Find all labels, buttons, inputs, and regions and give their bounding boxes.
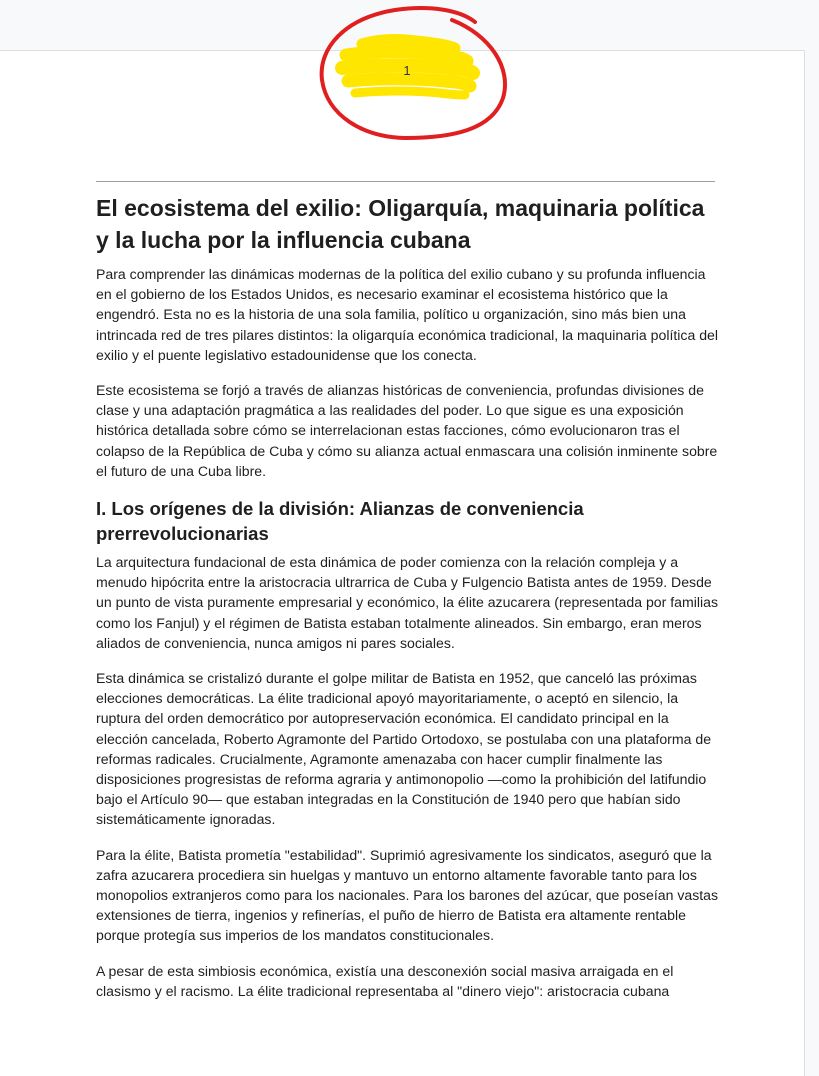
section-heading: I. Los orígenes de la división: Alianzas de conveniencia prerrevolucionarias <box>96 498 584 545</box>
intro-paragraph-1: Para comprender las dinámicas modernas de la política del exilio cubano y su profunda influencia en el gobierno de los Estados Unidos, es necesario examinar el ecosistema histórico que la engendró. Esta no es la historia de una sola familia, político u organización, sino más bien una intrincada red de tres pilares distintos: la oligarquía económica tradicional, la maquinaria política del exilio y el puente legislativo estadounidense que los conecta. <box>96 266 719 363</box>
viewer-gutter-right <box>805 50 819 1076</box>
section-paragraph-2: Esta dinámica se cristalizó durante el golpe militar de Batista en 1952, que canceló las próximas elecciones democráticas. La élite tradicional apoyó mayoritariamente, o aceptó en silencio, la ruptura del orden democrático por autopreservación económica. El candidato principal en la elección cancelada, Roberto Agramonte del Partido Ortodoxo, se postulaba con una plataforma de reformas radicales. Crucialmente, Agramonte amenazaba con hacer cumplir finalmente las disposiciones progresistas de reforma agraria y antimonopolio —como la prohibición del latifundio bajo el Artículo 90— que estaban integradas en la Constitución de 1940 pero que habían sido sistemáticamente ignoradas. <box>96 670 712 828</box>
document-title: El ecosistema del exilio: Oligarquía, maquinaria política y la lucha por la influencia cubana <box>96 195 705 253</box>
viewer-background-top <box>0 0 819 50</box>
section-paragraph-4: A pesar de esta simbiosis económica, existía una desconexión social masiva arraigada en el clasismo y el racismo. La élite tradicional representaba al "dinero viejo": aristocracia cubana <box>96 962 674 999</box>
section-paragraph-1: La arquitectura fundacional de esta dinámica de poder comienza con la relación compleja y a menudo hipócrita entre la aristocracia ultrarrica de Cuba y Fulgencio Batista antes de 1959. Desde un punto de vista puramente empresarial y económico, la élite azucarera (representada por familias como los Fanjul) y el régimen de Batista estaban totalmente alineados. Sin embargo, eran meros aliados de conveniencia, nunca amigos ni pares sociales. <box>96 554 719 651</box>
horizontal-rule <box>96 181 715 182</box>
document-content <box>96 192 721 1016</box>
intro-paragraph-2: Este ecosistema se forjó a través de alianzas históricas de conveniencia, profundas divisiones de clase y una adaptación pragmática a las realidades del poder. Lo que sigue es una exposición histórica detallada sobre cómo se interrelacionan estas facciones, cómo evolucionaron tras el colapso de la República de Cuba y cómo su alianza actual enmascara una colisión inminente sobre el futuro de una Cuba libre. <box>96 382 718 479</box>
page-number: 1 <box>403 63 411 78</box>
section-paragraph-3: Para la élite, Batista prometía "estabilidad". Suprimió agresivamente los sindicatos, aseguró que la zafra azucarera procediera sin huelgas y mantuvo un entorno altamente favorable tanto para los monopolios extranjeros como para los nacionales. Para los barones del azúcar, que poseían vastas extensiones de tierra, ingenios y refinerías, el puño de hierro de Batista era altamente rentable porque protegía sus imperios de los mandatos constitucionales. <box>96 846 719 944</box>
